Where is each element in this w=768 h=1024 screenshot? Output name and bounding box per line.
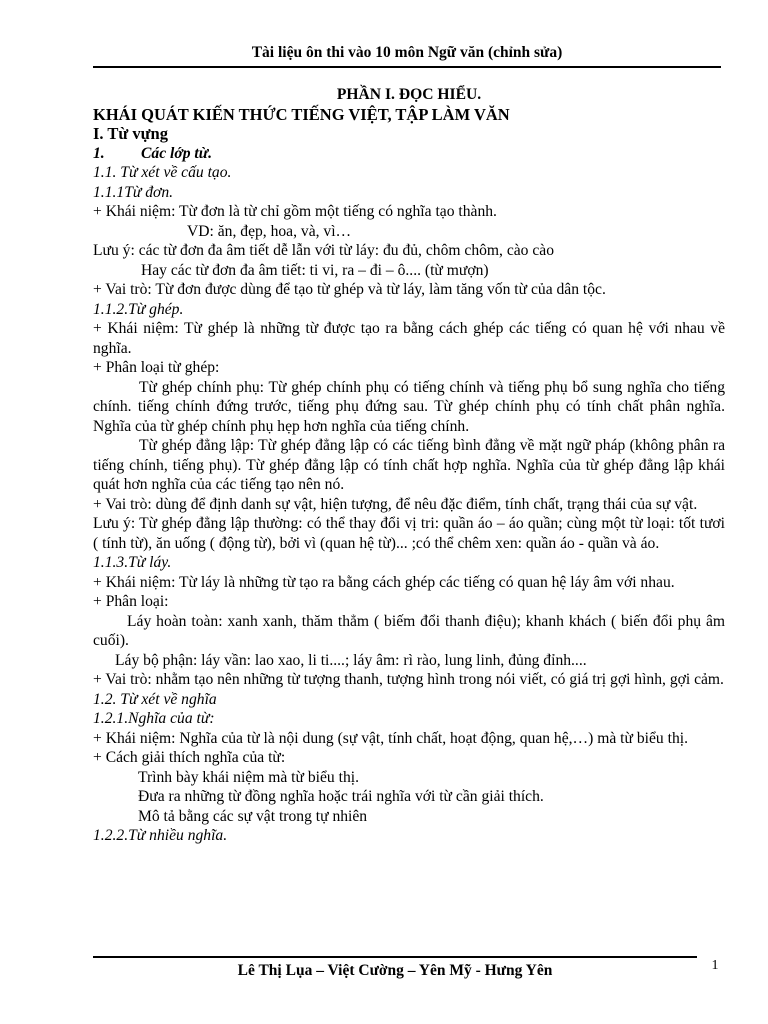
method-3: Mô tả bằng các sự vật trong tự nhiên (138, 807, 368, 825)
footer-author: Lê Thị Lụa – Việt Cường – Yên Mỹ - Hưng Yên (237, 962, 553, 979)
heading-1-1: 1.1. Từ xét về cấu tạo. (93, 164, 232, 181)
lay-bo-phan: Láy bộ phận: láy vần: lao xao, li ti....; láy âm: rì rào, lung linh, đủng đỉnh.... (115, 651, 587, 669)
nghia-definition: + Khái niệm: Nghĩa của từ là nội dung (sự vật, tính chất, hoạt động, quan hệ,…) mà từ biểu thị. (93, 729, 688, 747)
footer-divider (93, 956, 697, 958)
heading-1-1-2: 1.1.2.Từ ghép. (93, 300, 184, 318)
lay-hoan-toan: Láy hoàn toàn: xanh xanh, thăm thẳm ( biếm đổi thanh điệu); khanh khách ( biến đổi phụ âm cuối). (93, 612, 725, 649)
classification-1: + Phân loại từ ghép: (93, 359, 220, 376)
heading-1-2: 1.2. Từ xét về nghĩa (93, 690, 217, 708)
heading-1-2-1: 1.2.1.Nghĩa của từ: (93, 710, 215, 727)
note-1: Lưu ý: các từ đơn đa âm tiết dễ lẫn với từ láy: đu đủ, chôm chôm, cào cào (93, 242, 555, 259)
page-number: 1 (711, 958, 719, 973)
classification-2: + Phân loại: (93, 593, 169, 610)
method-1: Trình bày khái niệm mà từ biểu thị. (138, 768, 359, 786)
main-title: KHÁI QUÁT KIẾN THỨC TIẾNG VIỆT, TẬP LÀM VĂN (93, 104, 510, 124)
role-2: + Vai trò: dùng để định danh sự vật, hiện tượng, để nêu đặc điểm, tính chất, trạng thái của sự vật. (93, 495, 698, 513)
page-header-title: Tài liệu ôn thi vào 10 môn Ngữ văn (chỉnh sửa) (251, 44, 563, 61)
subsection-number: 1. (93, 144, 105, 162)
ghep-dang-lap: Từ ghép đẳng lập: Từ ghép đẳng lập có các tiếng bình đẳng về mặt ngữ pháp (không phân ra tiếng chính, tiếng phụ). Từ ghép đẳng lập có tính chất hợp nghĩa. Nghĩa của từ ghép đẳng lập khái quát hơn nghĩa của các tiếng tạo nên nó. (93, 437, 725, 493)
note-2: Lưu ý: Từ ghép đẳng lập thường: có thể thay đổi vị tri: quần áo – áo quần; cùng một từ loại: tốt tươi ( tính từ), ăn uống ( động từ), bởi vì (quan hệ từ)... ;có thể chêm xen: quần áo - quần và áo. (93, 515, 725, 552)
tu-don-definition: + Khái niệm: Từ đơn là từ chỉ gồm một tiếng có nghĩa tạo thành. (93, 203, 497, 220)
heading-1-2-2: 1.2.2.Từ nhiều nghĩa. (93, 827, 228, 844)
tu-ghep-definition: + Khái niệm: Từ ghép là những từ được tạo ra bằng cách ghép các tiếng có quan hệ với nhau về nghĩa. (93, 320, 725, 357)
ghep-chinh-phu: Từ ghép chính phụ: Từ ghép chính phụ có tiếng chính và tiếng phụ bổ sung nghĩa cho tiếng chính. tiếng chính đứng trước, tiếng phụ đứng sau. Từ ghép chính phụ có tính chất phân nghĩa. Nghĩa của từ ghép chính phụ hẹp hơn nghĩa của tiếng chính. (93, 378, 725, 435)
subsection-heading (93, 144, 725, 164)
note-1-continued: Hay các từ đơn đa âm tiết: ti vi, ra – đi – ô.... (từ mượn) (141, 261, 489, 279)
tu-don-example: VD: ăn, đẹp, hoa, và, vì… (187, 222, 352, 240)
method-2: Đưa ra những từ đồng nghĩa hoặc trái nghĩa với từ cần giải thích. (138, 788, 544, 805)
part-title: PHẦN I. ĐỌC HIỂU. (336, 86, 482, 103)
role-3: + Vai trò: nhằm tạo nên những từ tượng thanh, tượng hình trong nói viết, có giá trị gợi hình, gợi cảm. (93, 671, 724, 688)
tu-lay-definition: + Khái niệm: Từ láy là những từ tạo ra bằng cách ghép các tiếng có quan hệ láy âm với nhau. (93, 573, 675, 591)
subsection-label: Các lớp từ. (141, 144, 212, 162)
header-divider (93, 66, 721, 68)
role-1: + Vai trò: Từ đơn được dùng để tạo từ ghép và từ láy, làm tăng vốn từ của dân tộc. (93, 281, 606, 298)
heading-1-1-3: 1.1.3.Từ láy. (93, 554, 172, 571)
heading-1-1-1: 1.1.1Từ đơn. (93, 183, 174, 201)
document-body (93, 85, 725, 846)
section-heading: I. Từ vựng (93, 124, 168, 143)
explanation-methods: + Cách giải thích nghĩa của từ: (93, 749, 286, 766)
